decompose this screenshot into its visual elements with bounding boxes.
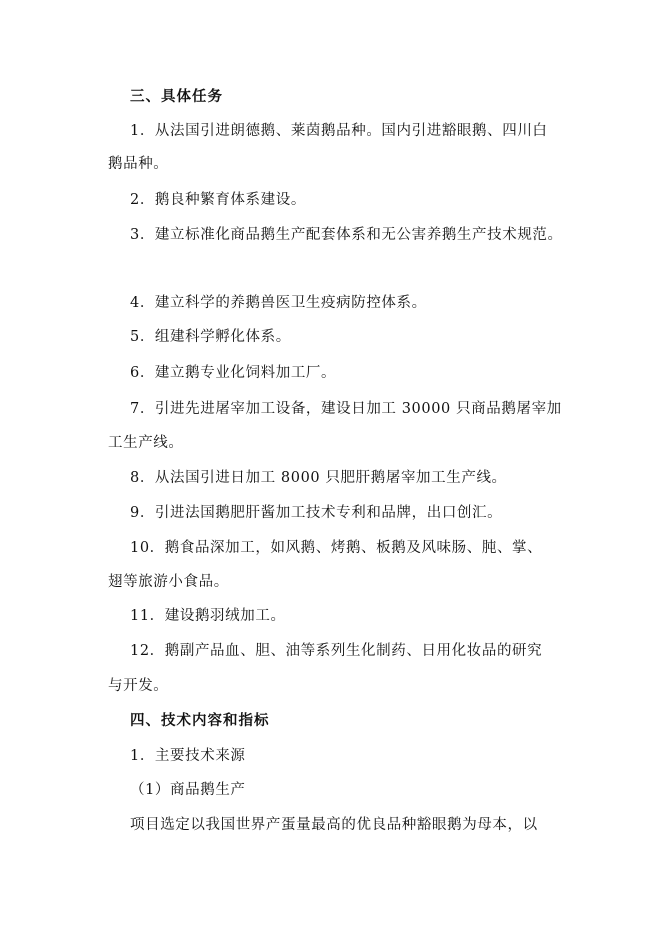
task-line: 9．引进法国鹅肥肝酱加工技术专利和品牌，出口创汇。	[130, 505, 503, 521]
task-line: 2．鹅良种繁育体系建设。	[130, 192, 306, 208]
task-line: 10．鹅食品深加工，如风鹅、烤鹅、板鹅及风味肠、肫、掌、	[130, 540, 543, 556]
task-line: 工生产线。	[108, 435, 184, 451]
task-line: 8．从法国引进日加工 8000 只肥肝鹅屠宰加工生产线。	[130, 470, 507, 486]
task-line: 6．建立鹅专业化饲料加工厂。	[130, 365, 337, 381]
task-line: 12．鹅副产品血、胆、油等系列生化制药、日用化妆品的研究	[130, 643, 543, 659]
task-line: 4．建立科学的养鹅兽医卫生疫病防控体系。	[130, 295, 427, 311]
task-line: 5．组建科学孵化体系。	[130, 329, 291, 345]
task-line: 7．引进先进屠宰加工设备，建设日加工 30000 只商品鹅屠宰加	[130, 401, 562, 417]
section-heading-4: 四、技术内容和指标	[130, 713, 270, 729]
task-line: 与开发。	[108, 678, 169, 694]
paragraph-line: 项目选定以我国世界产蛋量最高的优良品种豁眼鹅为母本，以	[130, 817, 538, 833]
task-line: 1．从法国引进朗德鹅、莱茵鹅品种。国内引进豁眼鹅、四川白	[130, 123, 548, 139]
task-line: 鹅品种。	[108, 156, 169, 172]
subheading: 1．主要技术来源	[130, 748, 246, 764]
subheading: （1）商品鹅生产	[130, 782, 246, 798]
task-line: 11．建设鹅羽绒加工。	[130, 608, 286, 624]
task-line: 翅等旅游小食品。	[108, 574, 229, 590]
section-heading-3: 三、具体任务	[130, 89, 223, 105]
task-line: 3．建立标准化商品鹅生产配套体系和无公害养鹅生产技术规范。	[130, 227, 563, 243]
